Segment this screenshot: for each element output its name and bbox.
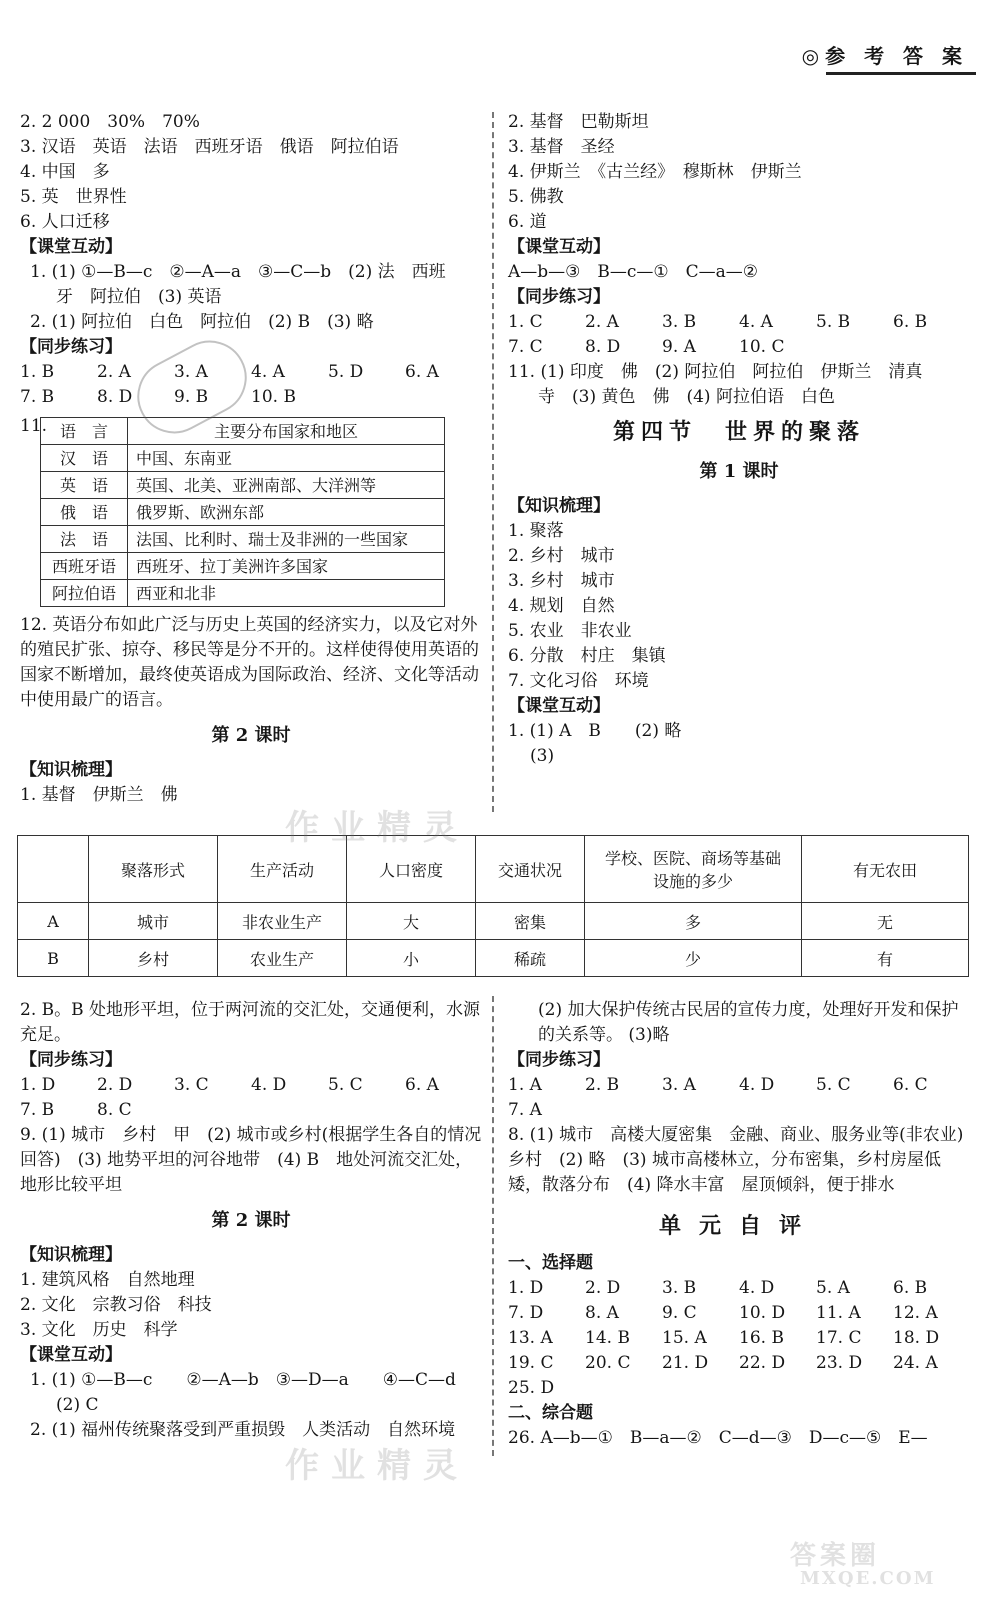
section-label: 【课堂互动】 (20, 1345, 122, 1365)
left-column-bottom (20, 998, 482, 1443)
table-cell: 英 语 (41, 472, 128, 499)
table-cell: B (18, 940, 89, 977)
mcq-answer: 1. D (508, 1278, 544, 1298)
column-divider (492, 996, 494, 1456)
mcq-answer: 1. D (20, 1075, 56, 1095)
mcq-answer: 5. A (816, 1278, 850, 1298)
table-cell: 无 (802, 903, 969, 940)
mcq-answer: 4. D (739, 1075, 775, 1095)
mcq-answer: 14. B (585, 1328, 630, 1348)
mcq-answer: 1. A (508, 1075, 542, 1095)
table-header-cell: 学校、医院、商场等基础设施的多少 (585, 836, 802, 903)
mcq-answer (662, 1376, 739, 1401)
table-header-cell: 人口密度 (347, 836, 476, 903)
mcq-answer: 2. B (585, 1075, 620, 1095)
mcq-answer: 6. B (893, 1278, 928, 1298)
mcq-answer: 7. B (20, 387, 55, 407)
mcq-answer: 21. D (662, 1353, 709, 1373)
answer-paragraph: (2) 加大保护传统古民居的宣传力度，处理好开发和保护的关系等。 (3)略 (538, 1000, 959, 1045)
answer-line: 2. 文化 宗教习俗 科技 (20, 1295, 212, 1315)
mcq-answer (585, 1098, 662, 1123)
answer-line: 3. 文化 历史 科学 (20, 1320, 178, 1340)
watermark: MXQE.COM (800, 1568, 936, 1589)
mcq-answer: 18. D (893, 1328, 940, 1348)
mcq-answer: 3. B (662, 1278, 697, 1298)
section-label: 一、选择题 (508, 1253, 593, 1273)
mcq-answer: 2. D (97, 1075, 133, 1095)
mcq-answer: 24. A (893, 1353, 938, 1373)
mcq-answer: 7. C (508, 337, 543, 357)
mcq-answer: 2. A (585, 312, 619, 332)
table-cell: 法国、比利时、瑞士及非洲的一些国家 (128, 526, 445, 553)
table-header-cell: 有无农田 (802, 836, 969, 903)
answer-line: (2) C (56, 1395, 99, 1415)
table-row (41, 418, 445, 445)
mcq-answer (816, 1376, 893, 1401)
table-cell: A (18, 903, 89, 940)
table-cell: 有 (802, 940, 969, 977)
mcq-answer: 16. B (739, 1328, 784, 1348)
mcq-answer: 12. A (893, 1303, 938, 1323)
table-row (18, 903, 969, 940)
section-label: 【同步练习】 (20, 337, 122, 357)
answer-line: 3. 汉语 英语 法语 西班牙语 俄语 阿拉伯语 (20, 137, 399, 157)
table-row (41, 472, 445, 499)
mcq-answer (816, 335, 893, 360)
mcq-answer: 6. B (893, 312, 928, 332)
table-cell: 俄罗斯、欧洲东部 (128, 499, 445, 526)
answer-paragraph: 9. (1) 城市 乡村 甲 (2) 城市或乡村(根据学生各自的情况回答) (3) 地势平坦的河谷地带 (4) B 地处河流交汇处，地形比较平坦 (20, 1125, 482, 1195)
answer-line: 4. 伊斯兰 《古兰经》 穆斯林 伊斯兰 (508, 162, 802, 182)
answer-line: 5. 英 世界性 (20, 187, 127, 207)
table-header-cell (18, 836, 89, 903)
table-cell: 阿拉伯语 (41, 580, 128, 607)
mcq-answer: 25. D (508, 1378, 555, 1398)
mcq-row (508, 1276, 970, 1301)
answer-line: 6. 道 (508, 212, 547, 232)
table-row (41, 580, 445, 607)
lesson-title: 第 2 课时 (211, 725, 291, 746)
table-row (41, 553, 445, 580)
mcq-answer: 1. B (20, 362, 55, 382)
watermark: 作业精灵 (285, 1446, 469, 1486)
mcq-answer: 22. D (739, 1353, 786, 1373)
mcq-answer: 7. A (508, 1100, 542, 1120)
mcq-answer (816, 1098, 893, 1123)
answer-line: 11. (1) 印度 佛 (2) 阿拉伯 阿拉伯 伊斯兰 清真 (508, 362, 923, 382)
mcq-answer: 9. A (662, 337, 696, 357)
mcq-row (508, 1073, 970, 1098)
answer-line: A—b—③ B—c—① C—a—② (508, 262, 759, 282)
mcq-answer: 9. C (662, 1303, 697, 1323)
mcq-answer: 1. C (508, 312, 543, 332)
answer-line: 26. A—b—① B—a—② C—d—③ D—c—⑤ E— (508, 1428, 928, 1448)
settlement-table (17, 835, 969, 977)
lesson-title: 第 2 课时 (211, 1210, 291, 1231)
mcq-answer: 20. C (585, 1353, 631, 1373)
mcq-answer (405, 1098, 482, 1123)
question-number: 11. (20, 416, 48, 436)
header-rule (826, 72, 976, 75)
mcq-answer: 4. A (739, 312, 773, 332)
mcq-answer (328, 385, 405, 410)
table-cell: 大 (347, 903, 476, 940)
mcq-row (508, 1326, 970, 1351)
mcq-answer (251, 1098, 328, 1123)
table-header-row (18, 836, 969, 903)
mcq-answer: 4. D (739, 1278, 775, 1298)
table-cell: 中国、东南亚 (128, 445, 445, 472)
mcq-answer: 11. A (816, 1303, 861, 1323)
table-cell: 西班牙、拉丁美洲许多国家 (128, 553, 445, 580)
lesson-title: 第 1 课时 (699, 461, 779, 482)
left-column-top (20, 110, 482, 808)
mcq-answer: 3. A (174, 362, 208, 382)
mcq-row (508, 1351, 970, 1376)
answer-line: (3) (530, 746, 555, 766)
section-title: 第四节 世界的聚落 (612, 419, 865, 445)
mcq-answer: 17. C (816, 1328, 862, 1348)
section-label: 【课堂互动】 (508, 696, 610, 716)
mcq-answer (328, 1098, 405, 1123)
mcq-answer: 23. D (816, 1353, 863, 1373)
table-cell: 小 (347, 940, 476, 977)
answer-line: 1. (1) A B (2) 略 (508, 721, 682, 741)
answer-paragraph: 12. 英语分布如此广泛与历史上英国的经济实力，以及它对外的殖民扩张、掠夺、移民等是分不开的。这样使得使用英语的国家不断增加，最终使英语成为国际政治、经济、文化等活动中使用最广的语言。 (20, 615, 479, 710)
mcq-answer: 6. A (405, 1075, 439, 1095)
section-label: 【知识梳理】 (20, 760, 122, 780)
table-cell: 多 (585, 903, 802, 940)
table-cell: 城市 (89, 903, 218, 940)
right-column-bottom (508, 998, 981, 1451)
mcq-answer: 13. A (508, 1328, 553, 1348)
table-row (41, 445, 445, 472)
answer-line: 3. 基督 圣经 (508, 137, 615, 157)
table-cell: 语 言 (41, 418, 128, 445)
mcq-row (508, 310, 970, 335)
answer-line: 1. 聚落 (508, 521, 564, 541)
answer-line: 1. 基督 伊斯兰 佛 (20, 785, 178, 805)
mcq-answer (893, 1098, 970, 1123)
mcq-answer (585, 1376, 662, 1401)
mcq-answer: 5. B (816, 312, 851, 332)
section-label: 【课堂互动】 (508, 237, 610, 257)
mcq-row (508, 1376, 970, 1401)
mcq-row (508, 335, 970, 360)
right-column-top (508, 110, 970, 769)
section-label: 【课堂互动】 (20, 237, 122, 257)
answer-line: 3. 乡村 城市 (508, 571, 615, 591)
language-table (40, 417, 445, 607)
answer-line: 1. 建筑风格 自然地理 (20, 1270, 195, 1290)
mcq-answer: 7. B (20, 1100, 55, 1120)
table-cell: 主要分布国家和地区 (128, 418, 445, 445)
mcq-answer: 19. C (508, 1353, 554, 1373)
mcq-answer: 6. C (893, 1075, 928, 1095)
answer-line: 7. 文化习俗 环境 (508, 671, 649, 691)
mcq-answer: 4. A (251, 362, 285, 382)
mcq-answer: 2. A (97, 362, 131, 382)
mcq-answer: 8. A (585, 1303, 619, 1323)
answer-line: 5. 佛教 (508, 187, 564, 207)
mcq-answer (174, 1098, 251, 1123)
answer-line: 2. (1) 福州传统聚落受到严重损毁 人类活动 自然环境 (30, 1420, 456, 1440)
mcq-row (508, 1098, 970, 1123)
mcq-answer: 6. A (405, 362, 439, 382)
table-header-cell: 交通状况 (476, 836, 585, 903)
mcq-answer (739, 1098, 816, 1123)
section-label: 【知识梳理】 (20, 1245, 122, 1265)
answer-line: 6. 人口迁移 (20, 212, 110, 232)
mcq-answer: 9. B (174, 387, 209, 407)
table-cell: 法 语 (41, 526, 128, 553)
mcq-answer (893, 1376, 970, 1401)
mcq-answer: 3. A (662, 1075, 696, 1095)
section-label: 【同步练习】 (20, 1050, 122, 1070)
answer-line: 4. 规划 自然 (508, 596, 615, 616)
table-row (41, 499, 445, 526)
mcq-answer (739, 1376, 816, 1401)
table-cell: 稀疏 (476, 940, 585, 977)
table-cell: 乡村 (89, 940, 218, 977)
mcq-answer: 3. C (174, 1075, 209, 1095)
mcq-answer: 10. C (739, 337, 785, 357)
section-label: 【同步练习】 (508, 287, 610, 307)
answer-line: 1. (1) ①—B—c ②—A—a ③—C—b (2) 法 西班 (30, 262, 446, 282)
column-divider (492, 112, 494, 812)
mcq-answer: 10. D (739, 1303, 786, 1323)
answer-line: 2. 基督 巴勒斯坦 (508, 112, 649, 132)
page-header: ◎参 考 答 案 (801, 44, 968, 68)
mcq-answer: 8. C (97, 1100, 132, 1120)
mcq-row (20, 385, 482, 410)
section-label: 【知识梳理】 (508, 496, 610, 516)
mcq-row (20, 360, 482, 385)
mcq-answer: 7. D (508, 1303, 544, 1323)
unit-title: 单元自评 (658, 1213, 819, 1239)
mcq-answer: 10. B (251, 387, 296, 407)
mcq-answer: 15. A (662, 1328, 707, 1348)
section-label: 二、综合题 (508, 1403, 593, 1423)
table-cell: 农业生产 (218, 940, 347, 977)
table-cell: 俄 语 (41, 499, 128, 526)
mcq-row (508, 1301, 970, 1326)
answer-line: 4. 中国 多 (20, 162, 110, 182)
answer-line: 2. 乡村 城市 (508, 546, 615, 566)
mcq-answer: 5. C (328, 1075, 363, 1095)
answer-line: 牙 阿拉伯 (3) 英语 (56, 287, 222, 307)
mcq-answer: 2. D (585, 1278, 621, 1298)
answer-paragraph: 2. B。B 处地形平坦，位于两河流的交汇处，交通便利，水源充足。 (20, 1000, 481, 1045)
table-cell: 少 (585, 940, 802, 977)
table-row (18, 940, 969, 977)
table-cell: 汉 语 (41, 445, 128, 472)
mcq-answer: 8. D (97, 387, 133, 407)
answer-line: 2. 2 000 30% 70% (20, 112, 200, 132)
table-cell: 非农业生产 (218, 903, 347, 940)
table-row (41, 526, 445, 553)
table-cell: 西亚和北非 (128, 580, 445, 607)
answer-line: 2. (1) 阿拉伯 白色 阿拉伯 (2) B (3) 略 (30, 312, 374, 332)
table-cell: 西班牙语 (41, 553, 128, 580)
mcq-answer (893, 335, 970, 360)
watermark: 作业精灵 (285, 808, 469, 848)
answer-line: 寺 (3) 黄色 佛 (4) 阿拉伯语 白色 (538, 387, 835, 407)
mcq-answer: 5. C (816, 1075, 851, 1095)
mcq-answer (662, 1098, 739, 1123)
watermark: 答案圈 (790, 1541, 881, 1571)
answer-line: 6. 分散 村庄 集镇 (508, 646, 666, 666)
answer-paragraph: 8. (1) 城市 高楼大厦密集 金融、商业、服务业等(非农业) 乡村 (2) 略 (3) 城市高楼林立，分布密集，乡村房屋低矮，散落分布 (4) 降水丰富 屋顶倾斜，便于排水 (508, 1125, 981, 1195)
mcq-answer: 8. D (585, 337, 621, 357)
table-header-cell: 聚落形式 (89, 836, 218, 903)
mcq-row (20, 1098, 482, 1123)
mcq-answer: 3. B (662, 312, 697, 332)
mcq-row (20, 1073, 482, 1098)
table-header-cell: 生产活动 (218, 836, 347, 903)
mcq-answer (405, 385, 482, 410)
mcq-answer: 4. D (251, 1075, 287, 1095)
answer-line: 5. 农业 非农业 (508, 621, 632, 641)
table-cell: 英国、北美、亚洲南部、大洋洲等 (128, 472, 445, 499)
answer-line: 1. (1) ①—B—c ②—A—b ③—D—a ④—C—d (30, 1370, 456, 1390)
section-label: 【同步练习】 (508, 1050, 610, 1070)
mcq-answer: 5. D (328, 362, 364, 382)
table-cell: 密集 (476, 903, 585, 940)
